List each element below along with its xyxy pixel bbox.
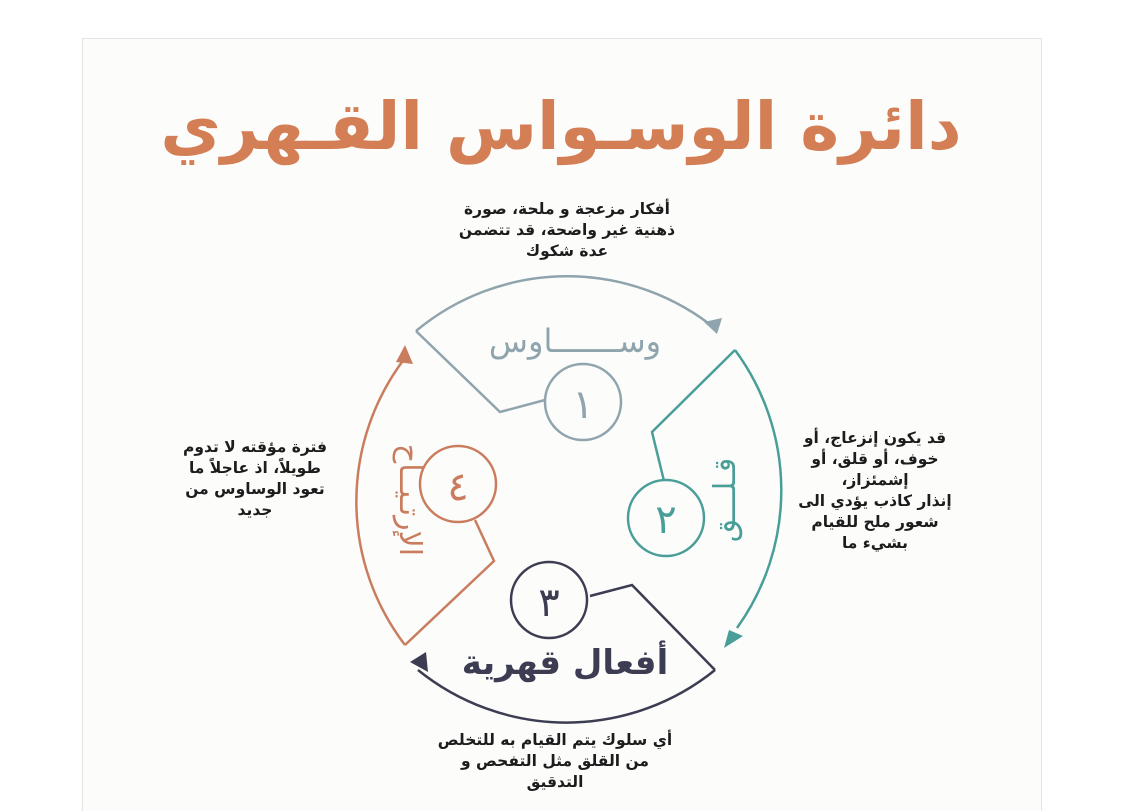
stage-3-description: أي سلوك يتم القيام به للتخلص من القلق مثل التفحص و التدقيق bbox=[437, 731, 673, 791]
stage-1-label: وســـــــاوس bbox=[488, 322, 662, 360]
stage-2-number: ٢ bbox=[655, 497, 677, 543]
stage-1-description: أفكار مزعجة و ملحة، صورة ذهنية غير واضحة، قد تتضمن عدة شكوك bbox=[458, 200, 676, 260]
stage-1-arrowhead bbox=[704, 318, 722, 334]
stage-4-segment bbox=[356, 345, 496, 645]
stage-2-description: قد يكون إنزعاج، أو خوف، أو قلق، أو إشمئزاز، إنذار كاذب يؤدي الى شعور ملح للقيام بشيء ما bbox=[798, 429, 952, 552]
stage-2-arrowhead bbox=[724, 630, 743, 648]
stage-1-segment bbox=[416, 276, 722, 440]
stage-3-number: ٣ bbox=[538, 580, 560, 626]
stage-2-label: قـلـــق bbox=[708, 457, 743, 543]
stage-1-number: ١ bbox=[572, 382, 594, 428]
stage-4-number: ٤ bbox=[447, 464, 469, 510]
stage-4-arrowhead bbox=[396, 345, 413, 364]
stage-4-description: فترة مؤقته لا تدوم طويلاً، اذ عاجلاً ما تعود الوساوس من جديد bbox=[183, 438, 327, 519]
stage-3-label: أفعال قهرية bbox=[461, 643, 669, 683]
stage-3-arrowhead bbox=[410, 652, 428, 672]
stage-3-segment bbox=[410, 562, 715, 723]
stage-4-label: الإرتـيــاح bbox=[392, 443, 427, 557]
page-title: دائرة الوسـواس القـهري bbox=[160, 88, 962, 165]
